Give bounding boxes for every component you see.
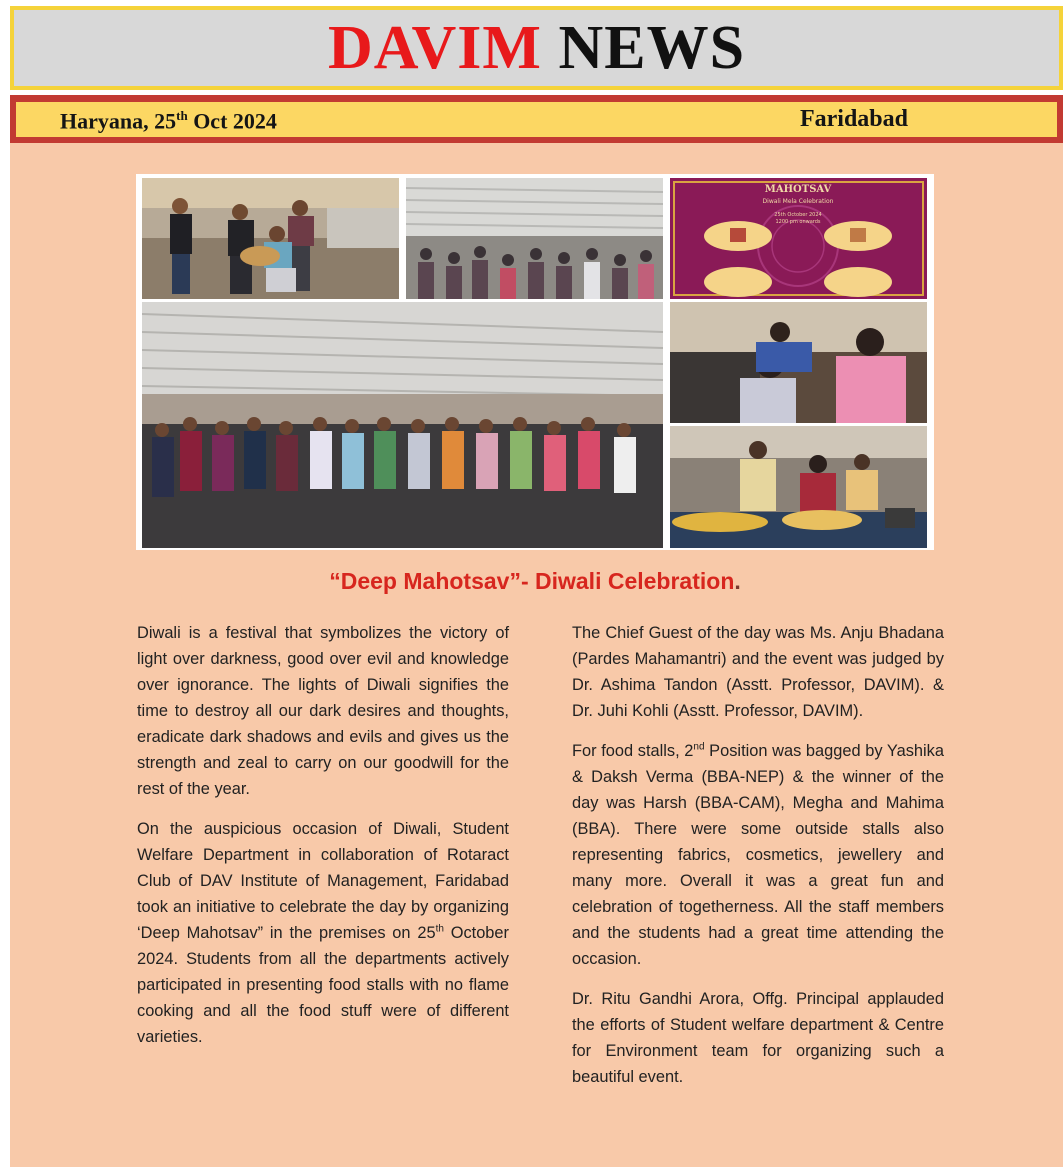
article-paragraph: On the auspicious occasion of Diwali, Student Welfare Department in collaboration of Rotaract Club of DAV Institute of Management, Faridabad took an initiative to celebrate the day by organizing ‘Deep Mahotsav” in the premises on 25th October 2024. Students from all the departments actively participated in presenting food stalls with no flame cooking and all the food stuff were of different varieties.	[137, 820, 509, 1046]
newspaper-title	[14, 10, 1059, 86]
photo-event-poster	[670, 178, 927, 299]
article-right-column	[572, 620, 944, 1104]
poster-title: MAHOTSAV	[764, 184, 832, 195]
article-paragraph: The Chief Guest of the day was Ms. Anju Bhadana (Pardes Mahamantri) and the event was judged by Dr. Ashima Tandon (Asstt. Professor, DAVIM). & Dr. Juhi Kohli (Asstt. Professor, DAVIM).	[572, 624, 944, 720]
title-davim: DAVIM	[327, 14, 542, 82]
photo-tilak-ceremony	[670, 302, 927, 423]
poster-date: 25th October 2024	[774, 212, 822, 218]
article-paragraph: Diwali is a festival that symbolizes the victory of light over darkness, good over evil and knowledge over ignorance. The lights of Diwali signifies the time to destroy all our dark desires and thoughts, eradicate dark shadows and evils and gives us the strength and zeal to carry on our goodwill for the rest of the year.	[137, 624, 509, 798]
photo-collage	[136, 174, 934, 550]
dateline-location: Faridabad	[799, 106, 908, 132]
article-paragraph: Dr. Ritu Gandhi Arora, Offg. Principal applauded the efforts of Student welfare department & Centre for Environment team for organizing such a beautiful event.	[572, 990, 944, 1086]
photo-food-stall	[670, 426, 927, 548]
title-news: NEWS	[558, 14, 746, 82]
article-left-column	[137, 620, 509, 1064]
poster-subtitle: Diwali Mela Celebration	[762, 198, 834, 205]
article-headline: “Deep Mahotsav”- Diwali Celebration.	[329, 568, 741, 594]
photo-staff-group	[142, 302, 663, 548]
photo-guitar-group	[142, 178, 399, 299]
dateline-band	[16, 102, 1057, 137]
dateline-bar	[10, 95, 1063, 143]
dateline-date: Haryana, 25th Oct 2024	[60, 108, 277, 134]
photo-hall-crowd	[406, 178, 663, 299]
masthead	[10, 6, 1063, 90]
article-paragraph: For food stalls, 2nd Position was bagged by Yashika & Daksh Verma (BBA-NEP) & the winner of the day was Harsh (BBA-CAM), Megha and Mahima (BBA). There were some outside stalls also representing fabrics, cosmetics, jewellery and many more. Overall it was a great fun and celebration of togetherness. All the staff members and the students had a great time attending the occasion.	[572, 741, 944, 968]
poster-time: 1200 pm onwards	[775, 219, 821, 225]
